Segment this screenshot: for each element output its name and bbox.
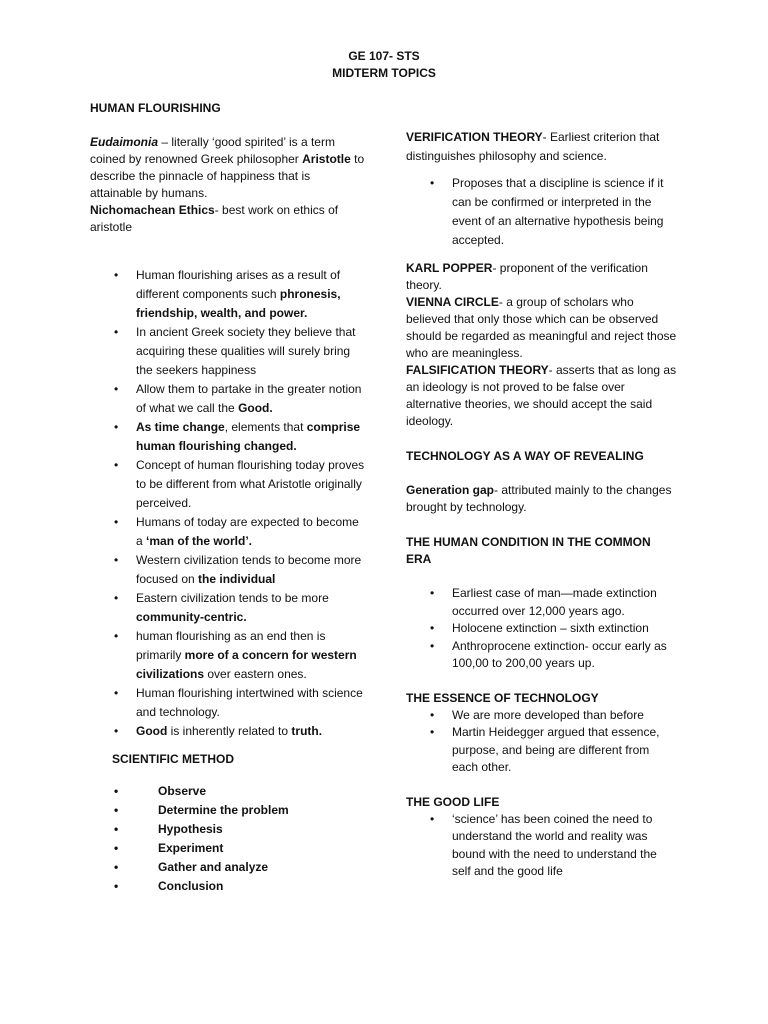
list-item: • Humans of today are expected to become a ‘man of the world’. <box>90 513 365 551</box>
course-code: GE 107- STS <box>348 49 420 63</box>
human-condition-list <box>406 585 678 673</box>
term-nichomachean: Nichomachean Ethics <box>90 203 215 217</box>
nichomachean-definition: Nichomachean Ethics- best work on ethics of aristotle <box>90 203 339 234</box>
list-item: • Earliest case of man—made extinction occurred over 12,000 years ago. <box>406 585 678 620</box>
left-column <box>90 100 365 896</box>
section-heading-good-life: THE GOOD LIFE <box>406 794 500 809</box>
list-item: • Holocene extinction – sixth extinction <box>406 620 678 638</box>
falsification-theory: FALSIFICATION THEORY- asserts that as long as an ideology is not proved to be false over alternative theories, we should accept the said ideology. <box>406 363 677 428</box>
list-item: • Conclusion <box>90 877 365 896</box>
generation-gap: Generation gap- attributed mainly to the changes brought by technology. <box>406 483 672 514</box>
section-heading-human-flourishing: HUMAN FLOURISHING <box>90 101 221 115</box>
list-item: • Gather and analyze <box>90 858 365 877</box>
vienna-circle: VIENNA CIRCLE- a group of scholars who believed that only those which can be observed should be regarded as meaningful and reject those who are meaningless. <box>406 295 677 360</box>
right-column <box>406 128 678 881</box>
list-item: • Concept of human flourishing today proves to be different from what Aristotle originally perceived. <box>90 456 365 513</box>
karl-popper: KARL POPPER- proponent of the verification theory. <box>406 261 648 292</box>
list-item: • Eastern civilization tends to be more community-centric. <box>90 589 365 627</box>
list-item: • Martin Heidegger argued that essence, purpose, and being are different from each other. <box>406 724 678 777</box>
verification-list <box>406 174 678 250</box>
list-item: • Human flourishing arises as a result of different components such phronesis, friendship, wealth, and power. <box>90 266 365 323</box>
section-heading-human-condition: THE HUMAN CONDITION IN THE COMMON ERA <box>406 535 651 566</box>
good-life-list <box>406 811 678 881</box>
list-item: • Human flourishing intertwined with science and technology. <box>90 684 365 722</box>
term-eudaimonia: Eudaimonia <box>90 135 159 149</box>
list-item: • human flourishing as an end then is primarily more of a concern for western civilizations over eastern ones. <box>90 627 365 684</box>
list-item: • Experiment <box>90 839 365 858</box>
scientific-method-list <box>90 782 365 896</box>
list-item: • Observe <box>90 782 365 801</box>
list-item: • Anthroprocene extinction- occur early as 100,00 to 200,00 years up. <box>406 638 678 673</box>
document-title: MIDTERM TOPICS <box>332 66 436 80</box>
verification-theory: VERIFICATION THEORY- Earliest criterion that distinguishes philosophy and science. <box>406 130 660 163</box>
list-item: • We are more developed than before <box>406 707 678 725</box>
section-heading-essence-technology: THE ESSENCE OF TECHNOLOGY <box>406 690 599 705</box>
list-item: • As time change, elements that comprise human flourishing changed. <box>90 418 365 456</box>
list-item: • Proposes that a discipline is science if it can be confirmed or interpreted in the event of an alternative hypothesis being accepted. <box>406 174 678 250</box>
essence-technology-list <box>406 707 678 777</box>
eudaimonia-definition: Eudaimonia – literally ‘good spirited’ is a term coined by renowned Greek philosopher Aristotle to describe the pinnacle of happiness that is attainable by humans. <box>90 135 365 200</box>
list-item: • Allow them to partake in the greater notion of what we call the Good. <box>90 380 365 418</box>
section-heading-technology-revealing: TECHNOLOGY AS A WAY OF REVEALING <box>406 449 644 463</box>
list-item: • Determine the problem <box>90 801 365 820</box>
list-item: • Western civilization tends to become more focused on the individual <box>90 551 365 589</box>
list-item: • Good is inherently related to truth. <box>90 722 365 741</box>
list-item: • Hypothesis <box>90 820 365 839</box>
list-item: • In ancient Greek society they believe that acquiring these qualities will surely bring the seekers happiness <box>90 323 365 380</box>
human-flourishing-list <box>90 266 365 741</box>
section-heading-scientific-method: SCIENTIFIC METHOD <box>112 752 234 766</box>
list-item: • ‘science’ has been coined the need to understand the world and reality was bound with the need to understand the self and the good life <box>406 811 678 881</box>
